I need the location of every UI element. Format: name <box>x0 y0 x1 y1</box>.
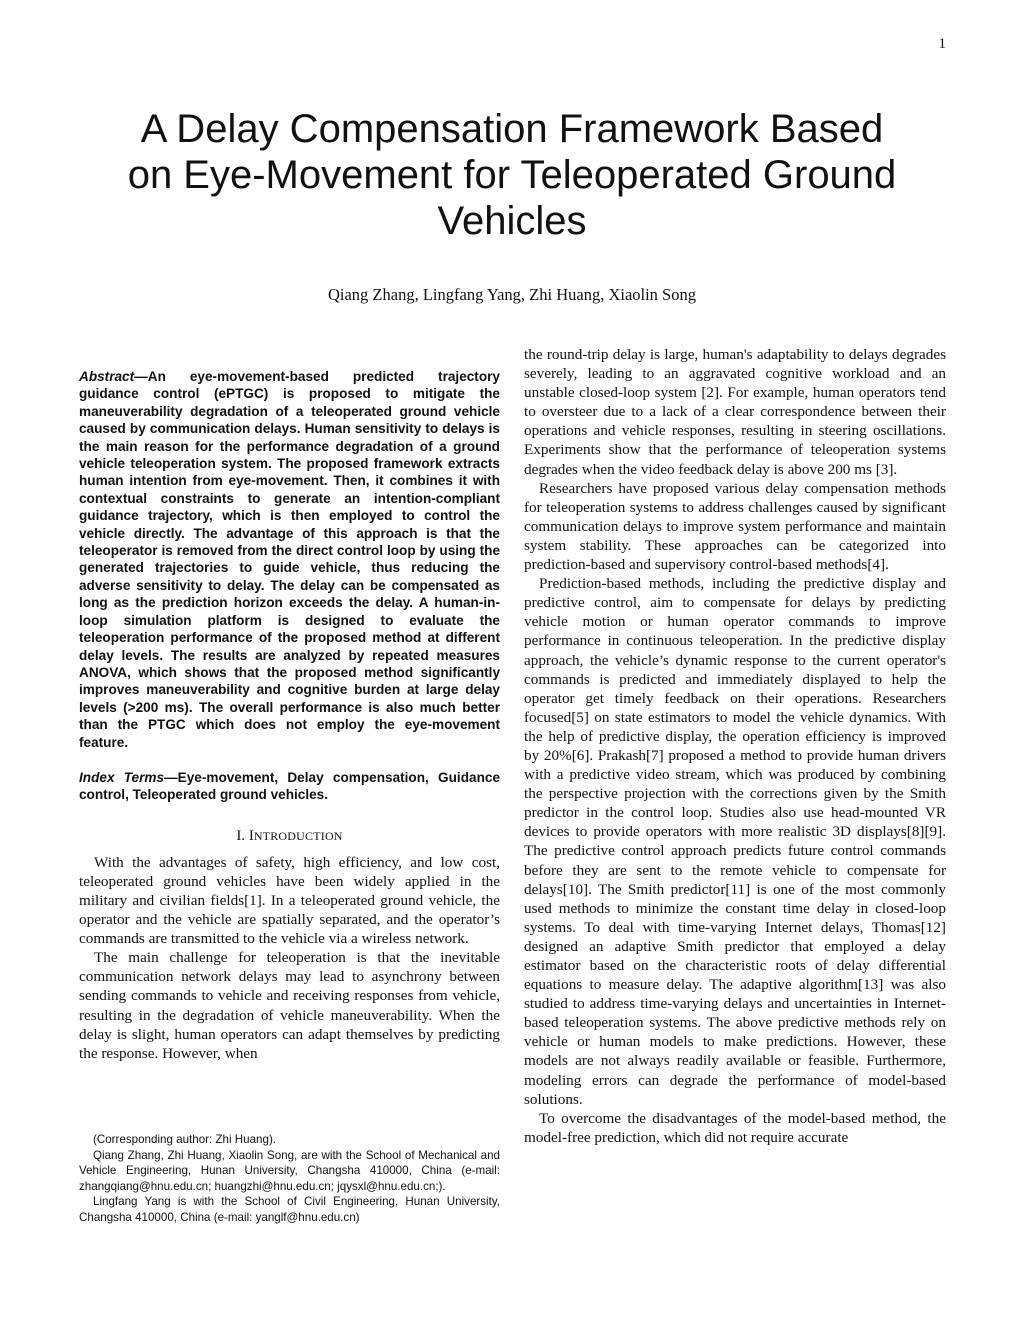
index-terms <box>79 769 500 804</box>
section-number: I. <box>236 827 246 844</box>
body-paragraph: Researchers have proposed various delay compensation methods for teleoperation systems to address challenges caused by significant communication delays to improve system performance and maintain system stability. These approaches can be categorized into prediction-based and supervisory control-based methods[4]. <box>524 479 946 574</box>
page-number: 1 <box>938 36 946 52</box>
body-paragraph: the round-trip delay is large, human's adaptability to delays degrades severely, leading to an aggravated cognitive workload and an unstable closed-loop system [2]. For example, human operators tend to oversteer due to a lack of a clear correspondence between their operations and vehicle responses, resulting in steering oscillations. Experiments show that the performance of teleoperation systems degrades when the video feedback delay is above 200 ms [3]. <box>524 346 946 478</box>
body-paragraph: To overcome the disadvantages of the model-based method, the model-free prediction, which did not require accurate <box>524 1109 946 1146</box>
body-paragraph: With the advantages of safety, high efficiency, and low cost, teleoperated ground vehicles have been widely applied in the military and civilian fields[1]. In a teleoperated ground vehicle, the operator and the vehicle are spatially separated, and the operator’s commands are transmitted to the vehicle via a wireless network. <box>79 853 500 948</box>
title-line: on Eye-Movement for Teleoperated Ground <box>127 153 897 197</box>
paper-title <box>80 106 944 244</box>
right-column <box>524 345 946 1147</box>
footnote-affiliation: Qiang Zhang, Zhi Huang, Xiaolin Song, are with the School of Mechanical and Vehicle Engineering, Hunan University, Changsha 410000, China (e-mail: zhangqiang@hnu.edu.cn; huangzhi@hnu.edu.cn; jqysxl@hnu.edu.cn;). <box>79 1148 500 1193</box>
abstract-text: —An eye-movement-based predicted trajectory guidance control (ePTGC) is proposed to mitigate the maneuverability degradation of a teleoperated ground vehicle caused by communication delays. Human sensitivity to delays is the main reason for the performance degradation of a ground vehicle teleoperation system. The proposed framework extracts human intention from eye-movement. Then, it combines it with contextual constraints to generate an intention-compliant guidance trajectory, which is then employed to control the vehicle directly. The advantage of this approach is that the teleoperator is removed from the direct control loop by using the generated trajectories to guide vehicle, thus reducing the adverse sensitivity to delay. The delay can be compensated as long as the prediction horizon exceeds the delay. A human-in-loop simulation platform is designed to evaluate the teleoperation performance of the proposed method at different delay levels. The results are analyzed by repeated measures ANOVA, which shows that the proposed method significantly improves maneuverability and cognitive burden at large delay levels (>200 ms). The overall performance is also much better than the PTGC which does not employ the eye-movement feature. <box>79 369 500 750</box>
left-column <box>79 368 500 1063</box>
title-line: Vehicles <box>437 199 587 243</box>
footnotes <box>79 1132 500 1226</box>
footnote-corresponding: (Corresponding author: Zhi Huang). <box>93 1133 277 1146</box>
footnote-affiliation: Lingfang Yang is with the School of Civil Engineering, Hunan University, Changsha 410000, China (e-mail: yanglf@hnu.edu.cn) <box>79 1195 500 1224</box>
body-paragraph: Prediction-based methods, including the predictive display and predictive control, aim to compensate for delays by predicting vehicle motion or human operator commands to improve performance in continuous teleoperation. In the predictive display approach, the vehicle’s dynamic response to the current operator's commands is predicted and immediately displayed to help the operator get timely feedback on their operations. Researchers focused[5] on state estimators to model the vehicle dynamics. With the help of predictive display, the operation efficiency is improved by 20%[6]. Prakash[7] proposed a method to provide human drivers with a predictive video stream, which was produced by combining the perspective projection with the corrections given by the Smith predictor in the control loop. Studies also use head-mounted VR devices to provide operators with more realistic 3D displays[8][9]. The predictive control approach predicts future control commands before they are sent to the remote vehicle to compensate for delays[10]. The Smith predictor[11] is one of the most commonly used methods to minimize the constant time delay in closed-loop systems. To deal with time-varying Internet delays, Thomas[12] designed an adaptive Smith predictor that employed a delay estimator based on the characteristic roots of delay differential equations to measure delay. The adaptive algorithm[13] was also studied to address time-varying delays and uncertainties in Internet-based teleoperation systems. The above predictive methods rely on vehicle or human models to make predictions. However, these models are not always readily available or feasible. Furthermore, modeling errors can degrade the performance of model-based solutions. <box>524 575 946 1108</box>
section-first-letter: I <box>248 827 254 844</box>
section-title-rest: NTRODUCTION <box>253 828 343 843</box>
abstract <box>79 368 500 751</box>
index-terms-text: —Eye-movement, Delay compensation, Guidance control, Teleoperated ground vehicles. <box>79 769 500 803</box>
index-terms-lead: Index Terms <box>79 769 165 785</box>
title-line: A Delay Compensation Framework Based <box>140 107 884 151</box>
abstract-lead: Abstract <box>79 369 135 384</box>
section-heading-introduction <box>79 828 500 845</box>
author-list: Qiang Zhang, Lingfang Yang, Zhi Huang, Xiaolin Song <box>327 285 696 304</box>
body-paragraph: The main challenge for teleoperation is that the inevitable communication network delays may lead to asynchrony between sending commands to vehicle and receiving responses from vehicle, resulting in the degradation of vehicle maneuverability. When the delay is slight, human operators can adapt themselves by predicting the response. However, when <box>79 949 500 1062</box>
